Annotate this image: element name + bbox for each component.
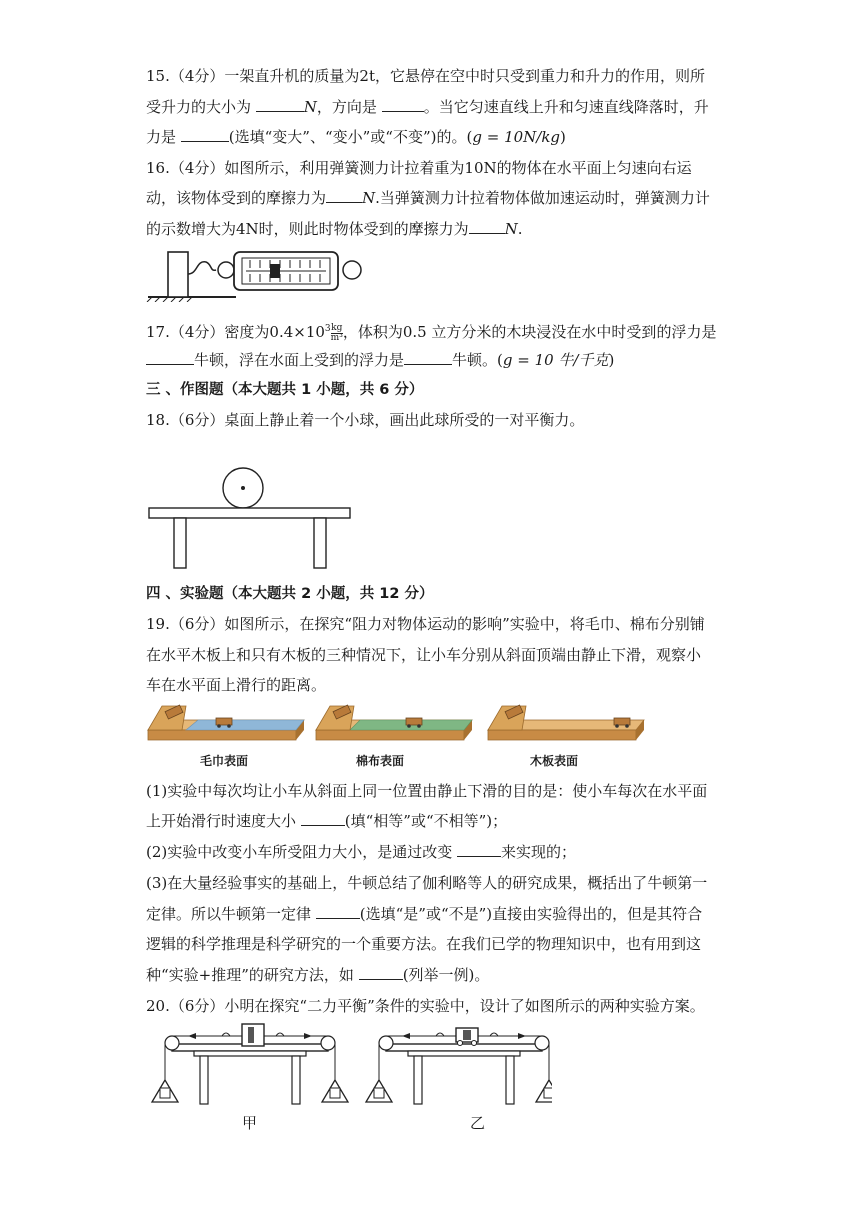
q19-sub1-line1: (1)实验中每次均让小车从斜面上同一位置由静止下滑的目的是：使小车每次在水平面 — [146, 782, 708, 800]
section-heading-drawing: 三 、作图题（本大题共 1 小题，共 6 分） — [146, 382, 424, 398]
q16-line1: 16.（4分）如图所示，利用弹簧测力计拉着重为10N的物体在水平面上匀速向右运 — [146, 159, 692, 177]
q19-line3: 车在水平面上滑行的距离。 — [146, 676, 327, 694]
cloth-surface — [316, 705, 472, 740]
block-object — [168, 252, 188, 297]
q19-sub3-line2: 定律。所以牛顿第一定律 (选填“是”或“不是”)直接由实验得出的，但是其符合 — [146, 905, 703, 923]
q19-sub1-line2: 上开始滑行时速度大小 (填“相等”或“不相等”)； — [146, 812, 508, 830]
q16-blank-friction1[interactable] — [326, 188, 362, 203]
q15-line2: 受升力的大小为 N，方向是 。当它匀速直线上升和匀速直线降落时，升 — [146, 98, 709, 116]
q19-sub3-line4: 种“实验+推理”的研究方法，如 (列举一例)。 — [146, 966, 490, 984]
density-unit-fraction: $\frac{kg}{\text{m³}}$ — [330, 322, 343, 343]
surfaces-figure — [146, 702, 656, 748]
q15-blank-change[interactable] — [181, 127, 229, 142]
caption-towel: 毛巾表面 — [200, 754, 249, 768]
q19-sub3-line3: 逻辑的科学推理是科学研究的一个重要方法。在我们已学的物理知识中，也有用到这 — [146, 935, 702, 953]
ball-on-table-figure — [146, 465, 354, 571]
q16-blank-friction2[interactable] — [469, 219, 505, 234]
setup-jia — [152, 1024, 348, 1104]
q19-line1: 19.（6分）如图所示，在探究“阻力对物体运动的影响”实验中，将毛巾、棉布分别铺 — [146, 615, 705, 633]
q17-blank-buoyancy1[interactable] — [146, 350, 194, 365]
q19-sub2: (2)实验中改变小车所受阻力大小，是通过改变 来实现的； — [146, 843, 577, 861]
q19-blank-example[interactable] — [359, 965, 403, 980]
caption-cloth: 棉布表面 — [356, 754, 405, 768]
q17-line2: 牛顿，浮在水面上受到的浮力是 牛顿。(g = 10 牛/千克) — [146, 350, 726, 370]
q19-sub3-line1: (3)在大量经验事实的基础上，牛顿总结了伽利略等人的研究成果，概括出了牛顿第一 — [146, 874, 708, 892]
q15-blank-force[interactable] — [256, 97, 304, 112]
caption-wood: 木板表面 — [530, 754, 579, 768]
table-top — [149, 508, 350, 518]
spring-scale-figure — [146, 246, 368, 302]
q19-blank-isexperimental[interactable] — [316, 904, 360, 919]
q15-line1: 15.（4分）一架直升机的质量为2t，它悬停在空中时只受到重力和升力的作用，则所 — [146, 67, 705, 85]
q19-blank-resistance[interactable] — [457, 842, 501, 857]
wood-surface — [488, 705, 644, 740]
q16-line2: 动，该物体受到的摩擦力为 N.当弹簧测力计拉着物体做加速运动时，弹簧测力计 — [146, 189, 710, 207]
towel-surface — [148, 705, 304, 740]
label-jia: 甲 — [242, 1114, 258, 1132]
section-heading-experiment: 四 、实验题（本大题共 2 小题，共 12 分） — [146, 586, 434, 602]
q20-line1: 20.（6分）小明在探究“二力平衡”条件的实验中，设计了如图所示的两种实验方案。 — [146, 997, 705, 1015]
q19-blank-speed[interactable] — [301, 811, 345, 826]
q18-text: 18.（6分）桌面上静止着一个小球，画出此球所受的一对平衡力。 — [146, 411, 585, 429]
q19-line2: 在水平木板上和只有木板的三种情况下，让小车分别从斜面顶端由静止下滑，观察小 — [146, 646, 702, 664]
q15-blank-direction[interactable] — [382, 97, 424, 112]
q15-line3: 力是 (选填“变大”、“变小”或“不变”)的。(g = 10N/kg) — [146, 128, 566, 146]
label-yi: 乙 — [470, 1114, 486, 1132]
q17-line1: 17.（4分）密度为$0.4\times 10^3$ $\frac{kg}{\text{m³}}$ ，体积为0.5 立方分米的木块浸没在水中时受到的浮力是 — [146, 322, 717, 343]
two-force-balance-figures — [146, 1018, 552, 1106]
setup-yi — [366, 1028, 552, 1104]
q16-line3: 的示数增大为4N时，则此时物体受到的摩擦力为 N. — [146, 220, 523, 238]
q17-blank-buoyancy2[interactable] — [404, 350, 452, 365]
